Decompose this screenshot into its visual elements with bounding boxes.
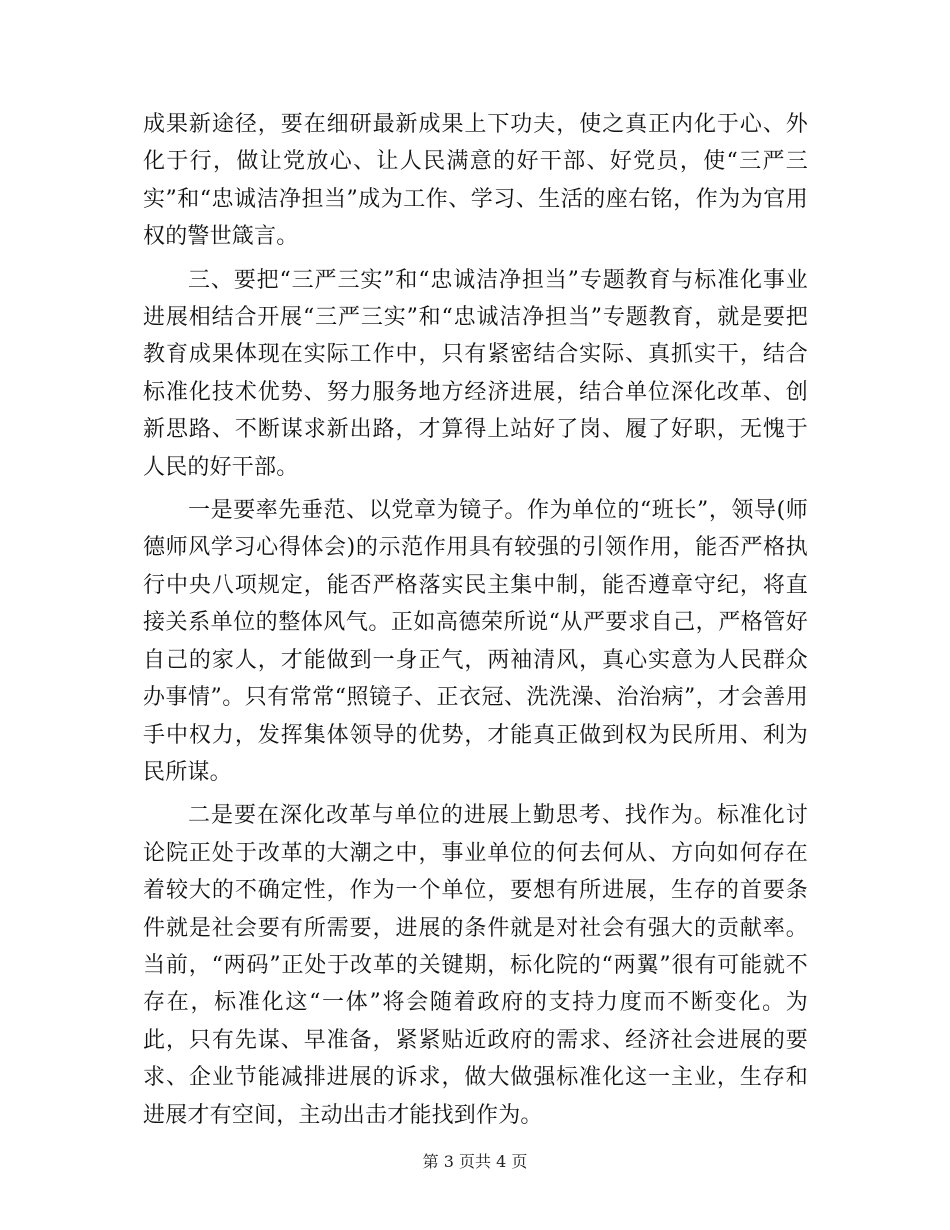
document-body xyxy=(143,106,808,1134)
paragraph-4: 二是要在深化改革与单位的进展上勤思考、找作为。标准化讨论院正处于改革的大潮之中，事业单位的何去何从、方向如何存在着较大的不确定性，作为一个单位，要想有所进展，生存的首要条件就是社会要有所需要，进展的条件就是对社会有强大的贡献率。当前，“两码”正处于改革的关键期，标化院的“两翼”很有可能就不存在，标准化这“一体”将会随着政府的支持力度而不断变化。为此，只有先谋、早准备，紧紧贴近政府的需求、经济社会进展的要求、企业节能减排进展的诉求，做大做强标准化这一主业，生存和进展才有空间，主动出击才能找到作为。 xyxy=(143,803,808,1128)
paragraph-3: 一是要率先垂范、以党章为镜子。作为单位的“班长”，领导(师德师风学习心得体会)的示范作用具有较强的引领作用，能否严格执行中央八项规定，能否严格落实民主集中制，能否遵章守纪，将直接关系单位的整体风气。正如高德荣所说“从严要求自己，严格管好自己的家人，才能做到一身正气，两袖清风，真心实意为人民群众办事情”。只有常常“照镜子、正衣冠、洗洗澡、治治病”，才会善用手中权力，发挥集体领导的优势，才能真正做到权为民所用、利为民所谋。 xyxy=(143,498,808,785)
paragraph-2: 三、要把“三严三实”和“忠诚洁净担当”专题教育与标准化事业进展相结合开展“三严三实”和“忠诚洁净担当”专题教育，就是要把教育成果体现在实际工作中，只有紧密结合实际、真抓实干，结合标准化技术优势、努力服务地方经济进展，结合单位深化改革、创新思路、不断谋求新出路，才算得上站好了岗、履了好职，无愧于人民的好干部。 xyxy=(143,267,808,480)
page-number-footer: 第 3 页共 4 页 xyxy=(422,1152,528,1171)
paragraph-1: 成果新途径，要在细研最新成果上下功夫，使之真正内化于心、外化于行，做让党放心、让人民满意的好干部、好党员，使“三严三实”和“忠诚洁净担当”成为工作、学习、生活的座右铭，作为为官用权的警世箴言。 xyxy=(143,112,808,250)
